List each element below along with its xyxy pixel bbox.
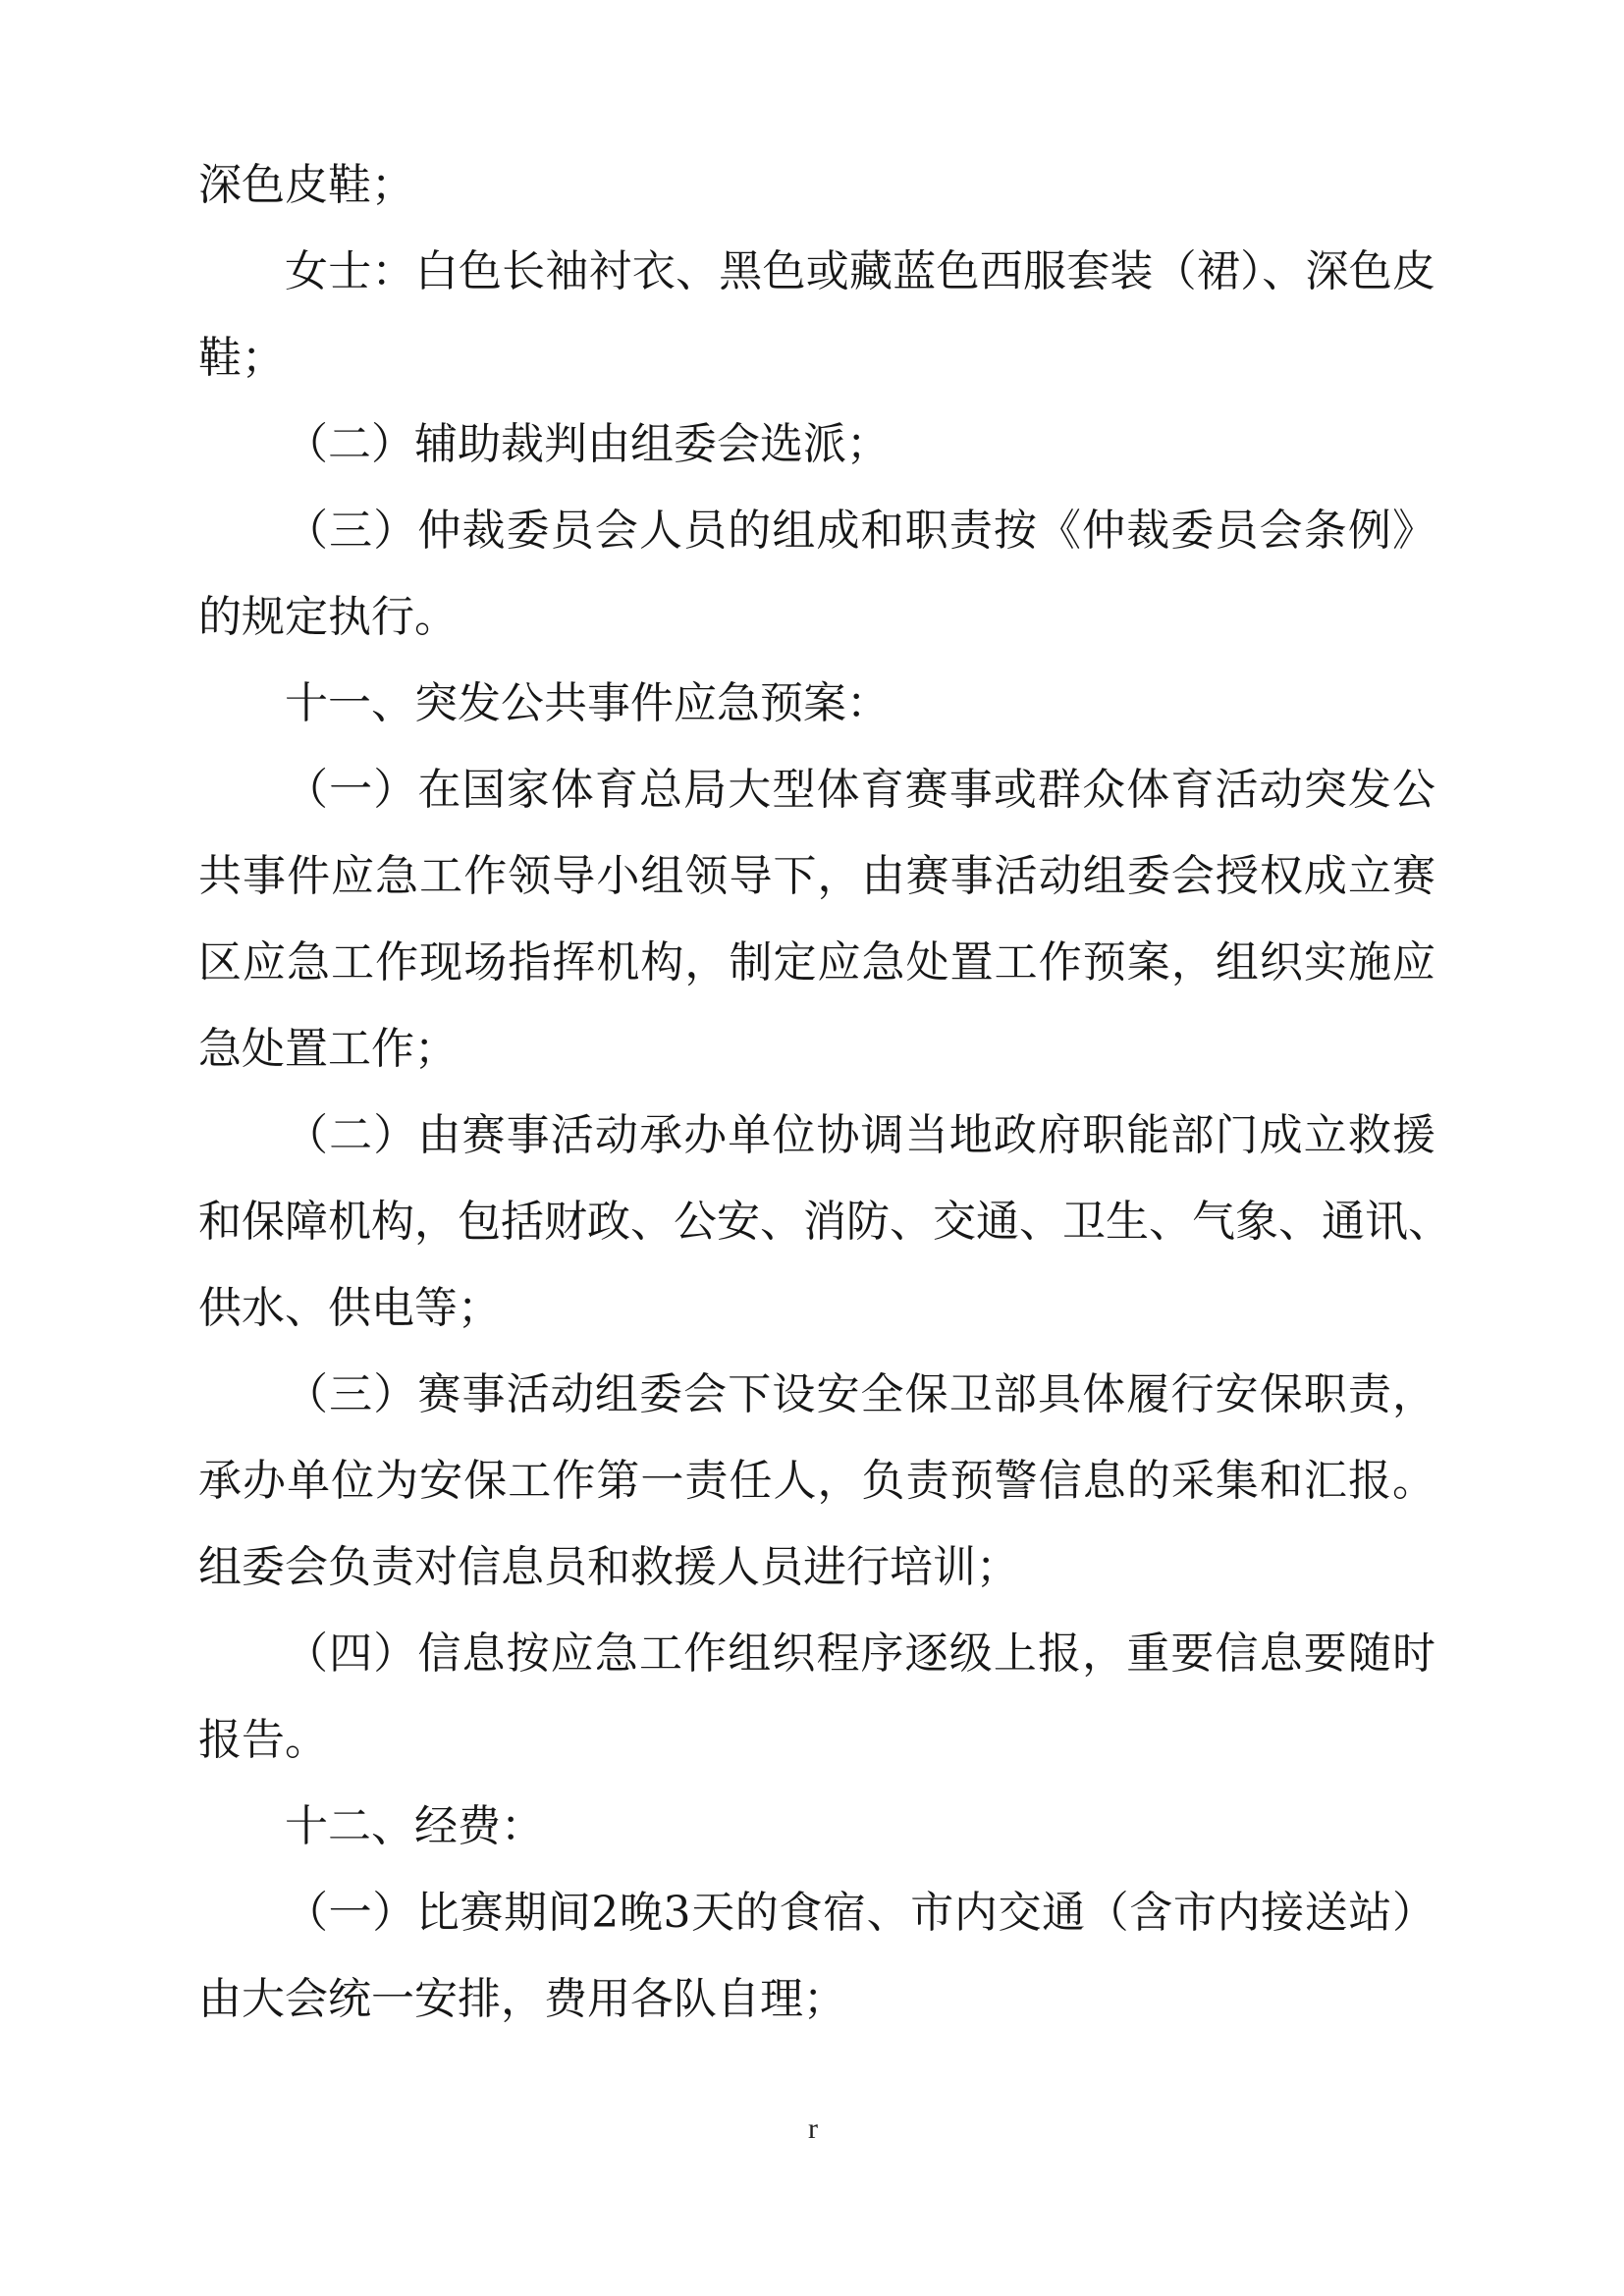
text-line: （三）赛事活动组委会下设安全保卫部具体履行安保职责， [285,1369,1435,1419]
text-line: 和保障机构，包括财政、公安、消防、交通、卫生、气象、通讯、 [198,1197,1451,1247]
page-number: r [808,2112,818,2145]
text-line: 报告。 [198,1715,328,1765]
text-line: （四）信息按应急工作组织程序逐级上报，重要信息要随时 [285,1629,1435,1679]
section-heading: 十一、突发公共事件应急预案： [285,678,890,728]
text-line: 女士：白色长袖衬衣、黑色或藏蓝色西服套装（裙）、深色皮 [285,246,1435,296]
text-line: （二）由赛事活动承办单位协调当地政府职能部门成立救援 [285,1110,1435,1160]
text-line: 鞋； [198,333,285,383]
text-line: 的规定执行。 [198,592,458,642]
text-line: （三）仲裁委员会人员的组成和职责按《仲裁委员会条例》 [285,506,1435,556]
text-line: 供水、供电等； [198,1283,501,1333]
text-line: 共事件应急工作领导小组领导下，由赛事活动组委会授权成立赛 [198,851,1435,901]
text-line: 组委会负责对信息员和救援人员进行培训； [198,1542,1019,1592]
text-line: （一）比赛期间2晚3天的食宿、市内交通（含市内接送站） [285,1888,1435,1938]
text-line: 深色皮鞋； [198,160,414,210]
text-line: 急处置工作； [198,1024,458,1074]
text-line: 承办单位为安保工作第一责任人，负责预警信息的采集和汇报。 [198,1456,1435,1506]
section-heading: 十二、经费： [285,1801,544,1851]
text-line: 区应急工作现场指挥机构，制定应急处置工作预案，组织实施应 [198,937,1435,988]
text-line: 由大会统一安排，费用各队自理； [198,1974,846,2024]
text-line: （二）辅助裁判由组委会选派； [285,419,890,469]
text-line: （一）在国家体育总局大型体育赛事或群众体育活动突发公 [285,765,1435,815]
